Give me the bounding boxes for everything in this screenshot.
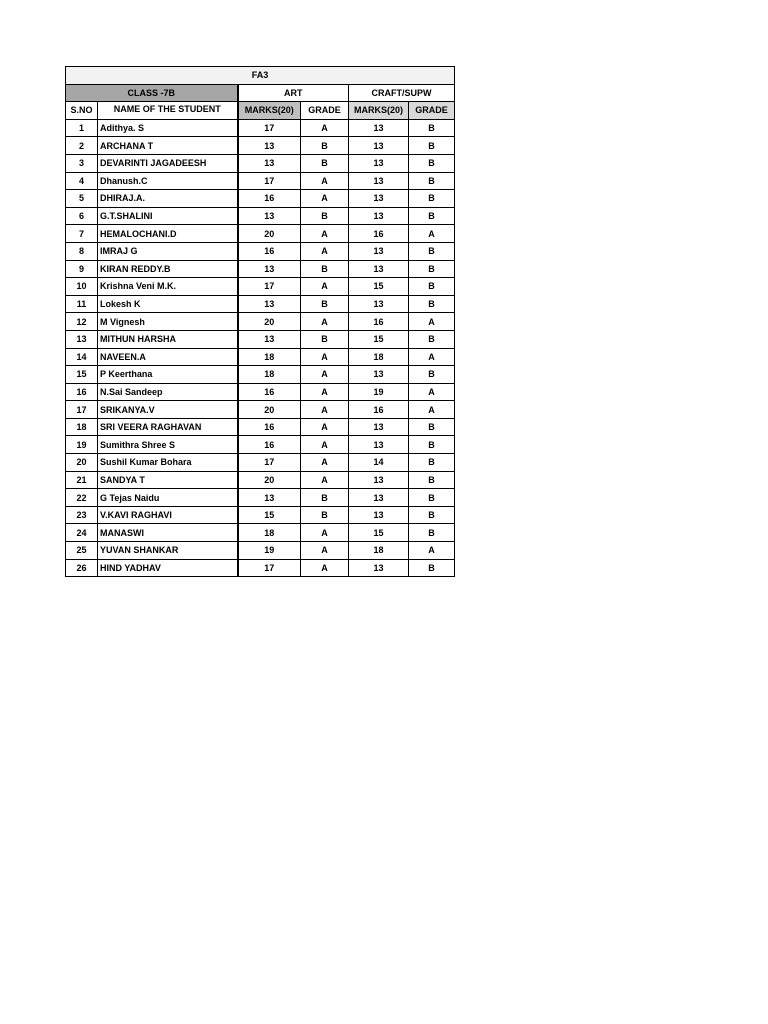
student-name-cell: MANASWI: [98, 524, 238, 542]
art-grade-cell: A: [301, 471, 349, 489]
student-name-cell: MITHUN HARSHA: [98, 330, 238, 348]
art-grade-cell: A: [301, 401, 349, 419]
table-row: [66, 489, 455, 507]
table-row: [66, 542, 455, 560]
table-row: [66, 454, 455, 472]
table-row: [66, 348, 455, 366]
art-marks-cell: 17: [238, 559, 301, 577]
table-row: [66, 207, 455, 225]
craft-marks-cell: 13: [349, 436, 409, 454]
art-grade-header: GRADE: [301, 102, 349, 120]
table-row: [66, 190, 455, 208]
student-name-cell: YUVAN SHANKAR: [98, 542, 238, 560]
art-marks-cell: 18: [238, 524, 301, 542]
art-marks-cell: 13: [238, 330, 301, 348]
table-row: [66, 154, 455, 172]
sno-cell: 2: [66, 137, 98, 155]
table-row: [66, 225, 455, 243]
title-row: [66, 67, 455, 85]
craft-grade-cell: A: [409, 225, 455, 243]
student-name-cell: V.KAVI RAGHAVI: [98, 506, 238, 524]
art-grade-cell: A: [301, 313, 349, 331]
craft-grade-cell: A: [409, 313, 455, 331]
student-name-cell: P Keerthana: [98, 366, 238, 384]
sno-cell: 10: [66, 278, 98, 296]
art-marks-cell: 13: [238, 295, 301, 313]
student-name-cell: Sushil Kumar Bohara: [98, 454, 238, 472]
craft-grade-cell: B: [409, 506, 455, 524]
craft-grade-cell: B: [409, 295, 455, 313]
craft-marks-cell: 13: [349, 207, 409, 225]
craft-marks-cell: 16: [349, 225, 409, 243]
sno-cell: 5: [66, 190, 98, 208]
sno-cell: 21: [66, 471, 98, 489]
craft-grade-cell: A: [409, 401, 455, 419]
sno-cell: 24: [66, 524, 98, 542]
craft-marks-cell: 13: [349, 366, 409, 384]
sno-cell: 4: [66, 172, 98, 190]
art-marks-cell: 19: [238, 542, 301, 560]
art-grade-cell: A: [301, 524, 349, 542]
student-name-cell: N.Sai Sandeep: [98, 383, 238, 401]
name-header: NAME OF THE STUDENT: [98, 102, 238, 120]
marks-table: [65, 66, 455, 577]
sno-cell: 9: [66, 260, 98, 278]
table-row: [66, 383, 455, 401]
sno-cell: 25: [66, 542, 98, 560]
craft-grade-header: GRADE: [409, 102, 455, 120]
table-row: [66, 278, 455, 296]
art-grade-cell: A: [301, 190, 349, 208]
student-name-cell: G.T.SHALINI: [98, 207, 238, 225]
table-row: [66, 137, 455, 155]
student-name-cell: G Tejas Naidu: [98, 489, 238, 507]
table-row: [66, 119, 455, 137]
art-grade-cell: B: [301, 260, 349, 278]
sno-cell: 18: [66, 418, 98, 436]
sno-cell: 7: [66, 225, 98, 243]
craft-grade-cell: B: [409, 207, 455, 225]
student-name-cell: HIND YADHAV: [98, 559, 238, 577]
art-grade-cell: B: [301, 489, 349, 507]
craft-grade-cell: B: [409, 154, 455, 172]
craft-marks-cell: 13: [349, 418, 409, 436]
art-marks-cell: 13: [238, 137, 301, 155]
craft-grade-cell: B: [409, 436, 455, 454]
art-marks-cell: 20: [238, 225, 301, 243]
craft-marks-cell: 13: [349, 172, 409, 190]
sno-cell: 20: [66, 454, 98, 472]
art-grade-cell: B: [301, 154, 349, 172]
student-name-cell: Krishna Veni M.K.: [98, 278, 238, 296]
student-name-cell: SRI VEERA RAGHAVAN: [98, 418, 238, 436]
student-name-cell: Lokesh K: [98, 295, 238, 313]
art-grade-cell: A: [301, 383, 349, 401]
art-marks-cell: 17: [238, 119, 301, 137]
student-name-cell: HEMALOCHANI.D: [98, 225, 238, 243]
art-grade-cell: B: [301, 137, 349, 155]
art-marks-cell: 13: [238, 154, 301, 172]
art-grade-cell: A: [301, 436, 349, 454]
sno-cell: 14: [66, 348, 98, 366]
craft-grade-cell: B: [409, 172, 455, 190]
art-marks-cell: 20: [238, 313, 301, 331]
art-grade-cell: B: [301, 506, 349, 524]
student-name-cell: IMRAJ G: [98, 242, 238, 260]
table-row: [66, 330, 455, 348]
sno-cell: 1: [66, 119, 98, 137]
art-grade-cell: A: [301, 172, 349, 190]
craft-marks-cell: 18: [349, 348, 409, 366]
sno-cell: 8: [66, 242, 98, 260]
art-marks-cell: 13: [238, 207, 301, 225]
table-row: [66, 172, 455, 190]
craft-header: CRAFT/SUPW: [349, 84, 455, 102]
art-grade-cell: A: [301, 225, 349, 243]
table-row: [66, 436, 455, 454]
craft-marks-cell: 13: [349, 506, 409, 524]
craft-grade-cell: B: [409, 330, 455, 348]
craft-marks-cell: 18: [349, 542, 409, 560]
art-marks-cell: 16: [238, 418, 301, 436]
table-row: [66, 418, 455, 436]
student-name-cell: SRIKANYA.V: [98, 401, 238, 419]
craft-marks-cell: 13: [349, 137, 409, 155]
table-row: [66, 260, 455, 278]
craft-grade-cell: B: [409, 418, 455, 436]
art-grade-cell: B: [301, 295, 349, 313]
craft-grade-cell: A: [409, 383, 455, 401]
sno-cell: 19: [66, 436, 98, 454]
art-marks-header: MARKS(20): [238, 102, 301, 120]
art-marks-cell: 20: [238, 401, 301, 419]
art-grade-cell: A: [301, 559, 349, 577]
art-grade-cell: A: [301, 418, 349, 436]
craft-marks-cell: 15: [349, 524, 409, 542]
art-marks-cell: 20: [238, 471, 301, 489]
student-name-cell: Sumithra Shree S: [98, 436, 238, 454]
art-grade-cell: A: [301, 348, 349, 366]
craft-grade-cell: A: [409, 348, 455, 366]
art-marks-cell: 13: [238, 489, 301, 507]
column-header-row: [66, 102, 455, 120]
craft-grade-cell: B: [409, 489, 455, 507]
sno-cell: 16: [66, 383, 98, 401]
table-row: [66, 313, 455, 331]
sno-cell: 12: [66, 313, 98, 331]
craft-grade-cell: B: [409, 454, 455, 472]
craft-marks-cell: 13: [349, 489, 409, 507]
table-row: [66, 524, 455, 542]
art-grade-cell: B: [301, 330, 349, 348]
group-header-row: [66, 84, 455, 102]
student-name-cell: SANDYA T: [98, 471, 238, 489]
student-name-cell: M Vignesh: [98, 313, 238, 331]
art-marks-cell: 16: [238, 383, 301, 401]
art-grade-cell: B: [301, 207, 349, 225]
craft-grade-cell: B: [409, 190, 455, 208]
art-header: ART: [238, 84, 349, 102]
craft-marks-cell: 13: [349, 559, 409, 577]
art-marks-cell: 18: [238, 366, 301, 384]
student-name-cell: Adithya. S: [98, 119, 238, 137]
craft-marks-cell: 15: [349, 330, 409, 348]
craft-marks-cell: 14: [349, 454, 409, 472]
craft-marks-cell: 13: [349, 154, 409, 172]
table-row: [66, 366, 455, 384]
art-grade-cell: A: [301, 366, 349, 384]
marks-sheet: [65, 66, 454, 577]
student-name-cell: ARCHANA T: [98, 137, 238, 155]
table-row: [66, 242, 455, 260]
sno-cell: 6: [66, 207, 98, 225]
craft-grade-cell: B: [409, 119, 455, 137]
craft-marks-cell: 13: [349, 242, 409, 260]
craft-grade-cell: B: [409, 366, 455, 384]
craft-grade-cell: B: [409, 242, 455, 260]
sheet-title: FA3: [66, 67, 455, 85]
craft-marks-cell: 13: [349, 119, 409, 137]
art-marks-cell: 13: [238, 260, 301, 278]
marks-table-body: [66, 67, 455, 577]
student-name-cell: KIRAN REDDY.B: [98, 260, 238, 278]
art-marks-cell: 17: [238, 172, 301, 190]
sno-cell: 11: [66, 295, 98, 313]
craft-grade-cell: A: [409, 542, 455, 560]
table-row: [66, 295, 455, 313]
student-name-cell: Dhanush.C: [98, 172, 238, 190]
craft-grade-cell: B: [409, 471, 455, 489]
craft-marks-cell: 13: [349, 190, 409, 208]
craft-marks-cell: 13: [349, 471, 409, 489]
craft-grade-cell: B: [409, 524, 455, 542]
student-name-cell: DHIRAJ.A.: [98, 190, 238, 208]
class-label: CLASS -7B: [66, 84, 238, 102]
sno-cell: 23: [66, 506, 98, 524]
sno-header: S.NO: [66, 102, 98, 120]
craft-marks-header: MARKS(20): [349, 102, 409, 120]
art-grade-cell: A: [301, 119, 349, 137]
table-row: [66, 401, 455, 419]
sno-cell: 3: [66, 154, 98, 172]
art-marks-cell: 16: [238, 242, 301, 260]
art-marks-cell: 17: [238, 278, 301, 296]
table-row: [66, 506, 455, 524]
art-marks-cell: 18: [238, 348, 301, 366]
craft-marks-cell: 13: [349, 260, 409, 278]
craft-marks-cell: 15: [349, 278, 409, 296]
art-grade-cell: A: [301, 454, 349, 472]
student-name-cell: DEVARINTI JAGADEESH: [98, 154, 238, 172]
craft-marks-cell: 19: [349, 383, 409, 401]
sno-cell: 17: [66, 401, 98, 419]
art-grade-cell: A: [301, 542, 349, 560]
table-row: [66, 471, 455, 489]
craft-grade-cell: B: [409, 278, 455, 296]
sno-cell: 13: [66, 330, 98, 348]
student-name-cell: NAVEEN.A: [98, 348, 238, 366]
craft-grade-cell: B: [409, 260, 455, 278]
art-marks-cell: 16: [238, 436, 301, 454]
art-marks-cell: 16: [238, 190, 301, 208]
table-row: [66, 559, 455, 577]
art-marks-cell: 17: [238, 454, 301, 472]
sno-cell: 26: [66, 559, 98, 577]
craft-marks-cell: 16: [349, 313, 409, 331]
art-grade-cell: A: [301, 242, 349, 260]
craft-marks-cell: 13: [349, 295, 409, 313]
art-grade-cell: A: [301, 278, 349, 296]
craft-grade-cell: B: [409, 559, 455, 577]
art-marks-cell: 15: [238, 506, 301, 524]
sno-cell: 15: [66, 366, 98, 384]
sno-cell: 22: [66, 489, 98, 507]
craft-grade-cell: B: [409, 137, 455, 155]
craft-marks-cell: 16: [349, 401, 409, 419]
